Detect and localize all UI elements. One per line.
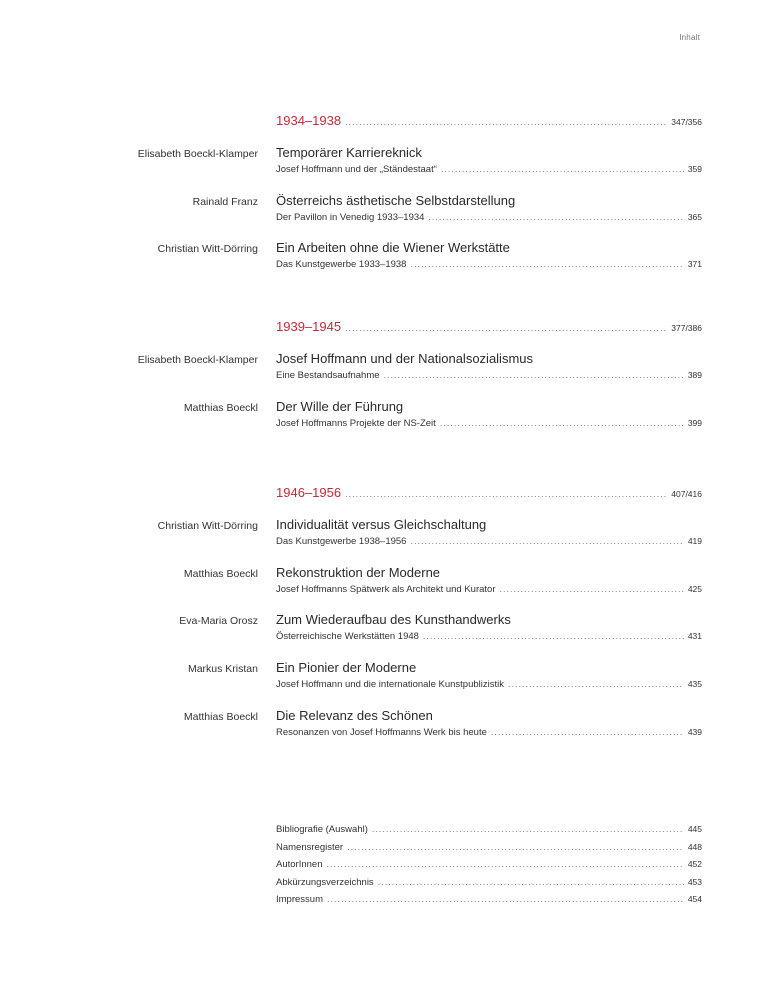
entry-title: Ein Arbeiten ohne die Wiener Werkstätte <box>276 240 510 255</box>
toc-entry[interactable] <box>0 240 758 280</box>
entry-page: 399 <box>687 418 702 428</box>
back-matter-item[interactable] <box>276 824 702 842</box>
entry-author: Rainald Franz <box>192 196 258 208</box>
entry-author: Markus Kristan <box>187 663 258 675</box>
dot-leader <box>440 418 684 428</box>
entry-author: Elisabeth Boeckl-Klamper <box>137 354 258 366</box>
section-pages: 347/356 <box>671 117 702 127</box>
entry-title: Ein Pionier der Moderne <box>276 660 417 675</box>
dot-leader <box>500 584 684 594</box>
entry-subtitle: Josef Hoffmanns Spätwerk als Architekt und Kurator <box>276 584 496 595</box>
section-heading[interactable] <box>276 485 702 503</box>
entry-author: Matthias Boeckl <box>183 402 258 414</box>
dot-leader <box>347 842 684 852</box>
section-heading[interactable] <box>276 319 702 337</box>
back-matter-page: 454 <box>687 894 702 904</box>
entry-author: Matthias Boeckl <box>183 568 258 580</box>
dot-leader <box>441 164 684 174</box>
back-matter-page: 452 <box>687 859 702 869</box>
back-matter-page: 448 <box>687 841 702 852</box>
entry-page: 431 <box>687 631 702 641</box>
entry-subtitle: Der Pavillon in Venedig 1933–1934 <box>276 212 425 223</box>
entry-page: 425 <box>687 584 702 594</box>
entry-page: 435 <box>687 679 702 689</box>
toc-entry[interactable] <box>0 399 758 439</box>
dot-leader <box>491 727 684 737</box>
section-pages: 407/416 <box>671 489 702 499</box>
entry-page: 365 <box>687 212 702 222</box>
back-matter-page: 453 <box>687 876 702 887</box>
entry-title: Josef Hoffmann und der Nationalsozialismus <box>276 351 534 366</box>
toc-entry[interactable] <box>0 660 758 700</box>
back-matter-item[interactable] <box>276 842 702 860</box>
toc-entry[interactable] <box>0 517 758 557</box>
toc-entry[interactable] <box>0 708 758 748</box>
entry-title: Rekonstruktion der Moderne <box>276 565 441 580</box>
entry-subtitle: Das Kunstgewerbe 1938–1956 <box>276 536 407 547</box>
entry-subtitle: Österreichische Werkstätten 1948 <box>276 631 419 642</box>
entry-subtitle: Eine Bestandsaufnahme <box>276 370 380 381</box>
entry-title: Temporärer Karriereknick <box>276 145 422 160</box>
entry-author: Christian Witt-Dörring <box>157 520 258 532</box>
back-matter-label: Impressum <box>276 894 323 905</box>
section-title: 1939–1945 <box>276 319 342 334</box>
entry-author: Eva-Maria Orosz <box>179 615 258 627</box>
entry-author: Elisabeth Boeckl-Klamper <box>137 148 258 160</box>
dot-leader <box>384 370 684 380</box>
back-matter-item[interactable] <box>276 894 702 912</box>
dot-leader <box>327 894 684 904</box>
dot-leader <box>345 117 667 127</box>
dot-leader <box>410 536 683 546</box>
toc-entry[interactable] <box>0 612 758 652</box>
entry-subtitle: Josef Hoffmann und die internationale Kunstpublizistik <box>276 679 504 690</box>
back-matter-label: Abkürzungsverzeichnis <box>276 876 374 888</box>
entry-title: Der Wille der Führung <box>276 399 404 414</box>
entry-subtitle: Resonanzen von Josef Hoffmanns Werk bis heute <box>276 727 487 738</box>
entry-author: Christian Witt-Dörring <box>157 243 258 255</box>
toc-entry[interactable] <box>0 351 758 391</box>
back-matter-page: 445 <box>687 824 702 834</box>
dot-leader <box>410 259 683 269</box>
entry-title: Individualität versus Gleichschaltung <box>276 517 487 532</box>
entry-page: 389 <box>687 370 702 380</box>
entry-title: Zum Wiederaufbau des Kunsthandwerks <box>276 612 511 627</box>
entry-page: 371 <box>687 259 702 269</box>
entry-title: Österreichs ästhetische Selbstdarstellung <box>276 193 516 208</box>
section-heading[interactable] <box>276 113 702 131</box>
section-title: 1934–1938 <box>276 113 342 128</box>
dot-leader <box>345 323 667 333</box>
section-title: 1946–1956 <box>276 485 342 500</box>
back-matter-label: Bibliografie (Auswahl) <box>276 824 368 835</box>
back-matter-label: AutorInnen <box>276 859 323 870</box>
section-pages: 377/386 <box>671 323 702 333</box>
entry-author: Matthias Boeckl <box>183 711 258 723</box>
entry-page: 419 <box>687 536 702 546</box>
dot-leader <box>423 631 684 641</box>
dot-leader <box>428 212 683 222</box>
entry-subtitle: Das Kunstgewerbe 1933–1938 <box>276 259 407 270</box>
entry-subtitle: Josef Hoffmanns Projekte der NS-Zeit <box>276 418 436 429</box>
dot-leader <box>372 824 684 834</box>
entry-title: Die Relevanz des Schönen <box>276 708 433 723</box>
dot-leader <box>378 877 684 887</box>
toc-entry[interactable] <box>0 193 758 233</box>
back-matter-list <box>276 824 702 912</box>
toc-entry[interactable] <box>0 565 758 605</box>
back-matter-label: Namensregister <box>276 841 344 853</box>
back-matter-item[interactable] <box>276 877 702 895</box>
entry-page: 439 <box>687 727 702 737</box>
entry-subtitle: Josef Hoffmann und der „Ständestaat“ <box>276 164 437 175</box>
dot-leader <box>345 489 667 499</box>
toc-entry[interactable] <box>0 145 758 185</box>
dot-leader <box>326 859 683 869</box>
back-matter-item[interactable] <box>276 859 702 877</box>
running-head: Inhalt <box>679 33 700 42</box>
dot-leader <box>508 679 684 689</box>
entry-page: 359 <box>687 164 702 174</box>
